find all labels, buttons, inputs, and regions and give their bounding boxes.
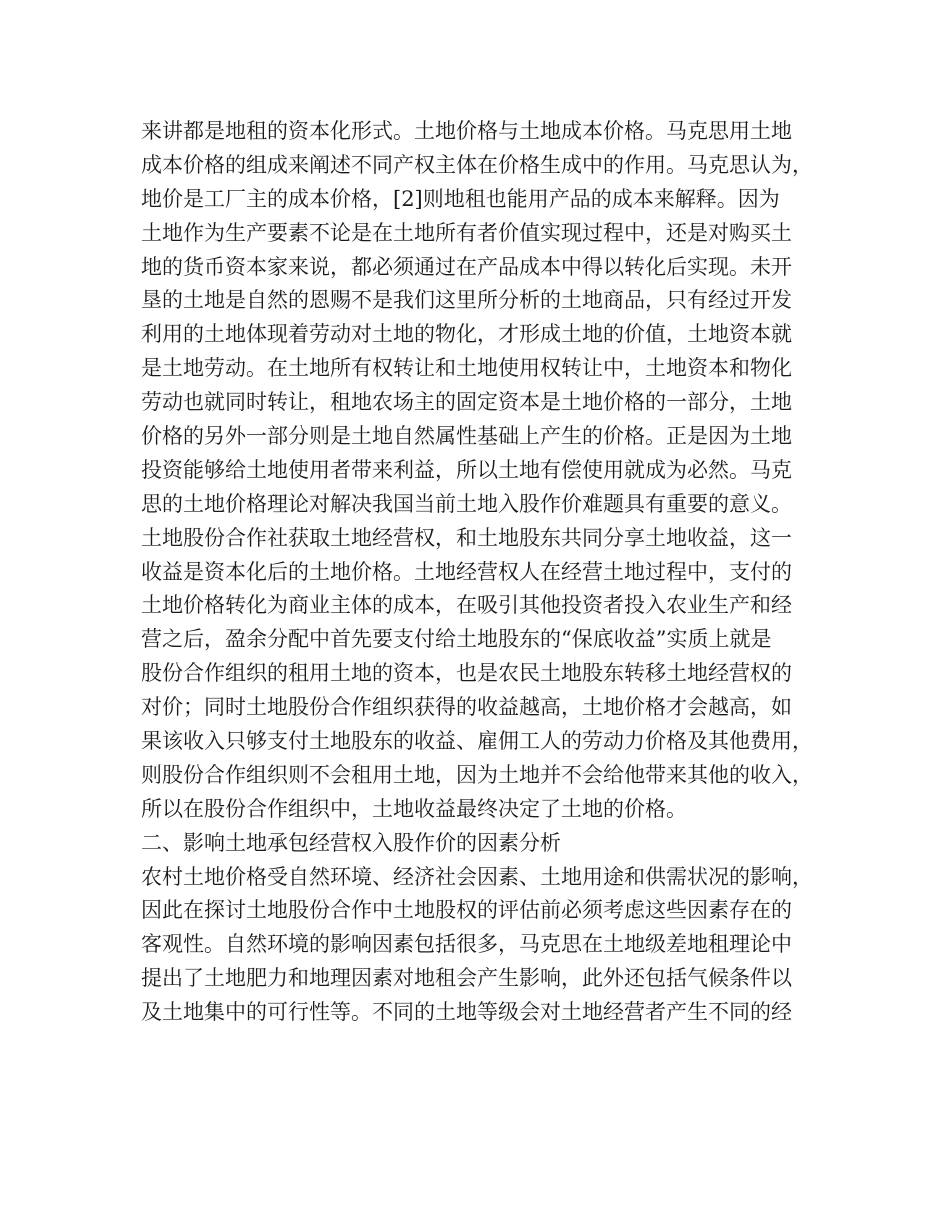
text-line: 土地作为生产要素不论是在土地所有者价值实现过程中，还是对购买土 xyxy=(141,220,792,245)
document-body xyxy=(141,115,821,1030)
text-line: 投资能够给土地使用者带来利益，所以土地有偿使用就成为必然。马克 xyxy=(141,457,792,482)
text-line: 劳动也就同时转让，租地农场主的固定资本是土地价格的一部分，土地 xyxy=(141,390,792,415)
section-heading: 二、影响土地承包经营权入股作价的因素分析 xyxy=(141,830,561,855)
text-line: 营之后，盈余分配中首先要支付给土地股东的“保底收益”实质上就是 xyxy=(141,627,772,652)
text-line: 提出了土地肥力和地理因素对地租会产生影响，此外还包括气候条件以 xyxy=(141,966,792,991)
text-line: 农村土地价格受自然环境、经济社会因素、土地用途和供需状况的影响， xyxy=(141,864,813,889)
text-line: 地的货币资本家来说，都必须通过在产品成本中得以转化后实现。未开 xyxy=(141,254,792,279)
text-line: 思的土地价格理论对解决我国当前土地入股作价难题具有重要的意义。 xyxy=(141,491,792,516)
text-line: 所以在股份合作组织中，土地收益最终决定了土地的价格。 xyxy=(141,796,687,821)
text-line: 果该收入只够支付土地股东的收益、雇佣工人的劳动力价格及其他费用， xyxy=(141,729,813,754)
text-line: 客观性。自然环境的影响因素包括很多，马克思在土地级差地租理论中 xyxy=(141,932,792,957)
text-line: 地价是工厂主的成本价格，[2]则地租也能用产品的成本来解释。因为 xyxy=(141,186,780,211)
text-line: 是土地劳动。在土地所有权转让和土地使用权转让中，土地资本和物化 xyxy=(141,356,792,381)
text-line: 来讲都是地租的资本化形式。土地价格与土地成本价格。马克思用土地 xyxy=(141,119,792,143)
text-line: 收益是资本化后的土地价格。土地经营权人在经营土地过程中，支付的 xyxy=(141,559,792,584)
text-line: 垦的土地是自然的恩赐不是我们这里所分析的土地商品，只有经过开发 xyxy=(141,288,792,313)
text-line: 利用的土地体现着劳动对土地的物化，才形成土地的价值，土地资本就 xyxy=(141,322,792,347)
text-line: 及土地集中的可行性等。不同的土地等级会对土地经营者产生不同的经 xyxy=(141,1000,792,1025)
text-line: 成本价格的组成来阐述不同产权主体在价格生成中的作用。马克思认为， xyxy=(141,152,813,177)
text-line: 土地价格转化为商业主体的成本，在吸引其他投资者投入农业生产和经 xyxy=(141,593,792,618)
text-line: 则股份合作组织则不会租用土地，因为土地并不会给他带来其他的收入， xyxy=(141,762,813,787)
text-line: 价格的另外一部分则是土地自然属性基础上产生的价格。正是因为土地 xyxy=(141,424,792,449)
text-line: 土地股份合作社获取土地经营权，和土地股东共同分享土地收益，这一 xyxy=(141,525,792,550)
text-line: 因此在探讨土地股份合作中土地股权的评估前必须考虑这些因素存在的 xyxy=(141,898,792,923)
text-line: 股份合作组织的租用土地的资本，也是农民土地股东转移土地经营权的 xyxy=(141,661,792,686)
text-line: 对价；同时土地股份合作组织获得的收益越高，土地价格才会越高，如 xyxy=(141,695,792,720)
